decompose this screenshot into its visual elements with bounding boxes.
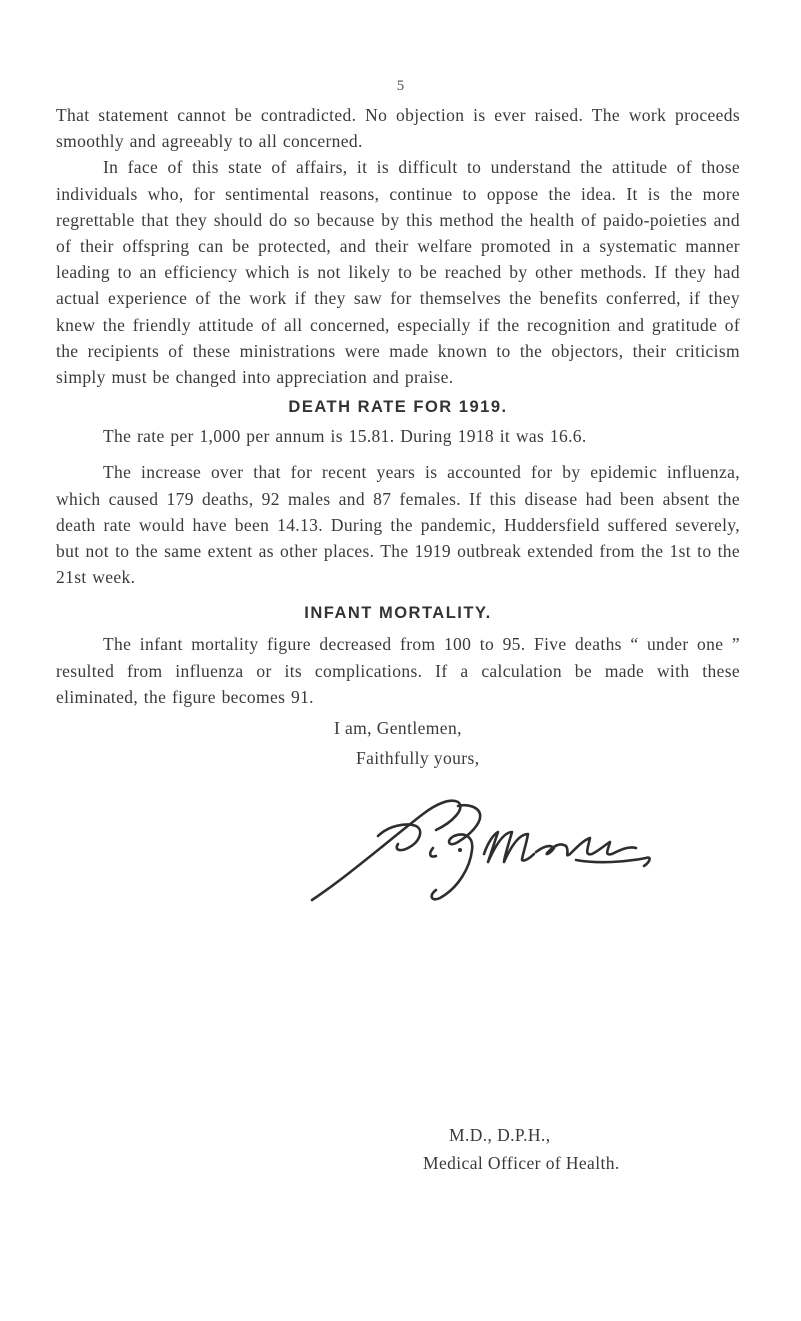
- section-heading-infant-mortality: INFANT MORTALITY.: [304, 604, 492, 623]
- paragraph-influenza: The increase over that for recent years is accounted for by epidemic influenza, which caused 179 deaths, 92 males and 87 females. If this disease had been absent the death rate would have been 14.13. During the pandemic, Huddersfield suffered severely, but not to the same extent as other places. The 1919 outbreak extended from the 1st to the 21st week.: [56, 462, 740, 588]
- closing-salutation: I am, Gentlemen,: [334, 718, 462, 738]
- closing-valediction: Faithfully yours,: [356, 748, 480, 768]
- paragraph-infant-mortality: The infant mortality figure decreased from 100 to 95. Five deaths “ under one ” resulted from influenza or its complications. If a calculation be made with these eliminated, the figure becomes 91.: [56, 634, 740, 707]
- letter-body: [56, 102, 740, 710]
- credentials-degrees: M.D., D.P.H.,: [449, 1125, 551, 1145]
- credentials-title: Medical Officer of Health.: [423, 1153, 620, 1173]
- section-heading-death-rate: DEATH RATE FOR 1919.: [288, 398, 508, 417]
- paragraph-attitude: In face of this state of affairs, it is difficult to understand the attitude of those individuals who, for sentimental reasons, continue to oppose the idea. It is the more regrettable that they should do so because by this method the health of paido-poieties and of their offspring can be protected, and their welfare promoted in a systematic manner leading to an efficiency which is not likely to be reached by other methods. If they had actual experience of the work if they saw for themselves the benefits conferred, if they knew the friendly attitude of all concerned, especially if the recognition and gratitude of the recipients of these ministrations were made known to the objectors, their criticism simply must be changed into appreciation and praise.: [56, 157, 740, 388]
- page-number: 5: [396, 78, 405, 94]
- paragraph-statement: That statement cannot be contradicted. No objection is ever raised. The work proceeds smoothly and agreeably to all concerned.: [56, 105, 740, 152]
- paragraph-death-rate: The rate per 1,000 per annum is 15.81. During 1918 it was 16.6.: [103, 426, 587, 447]
- handwritten-signature: [308, 796, 708, 906]
